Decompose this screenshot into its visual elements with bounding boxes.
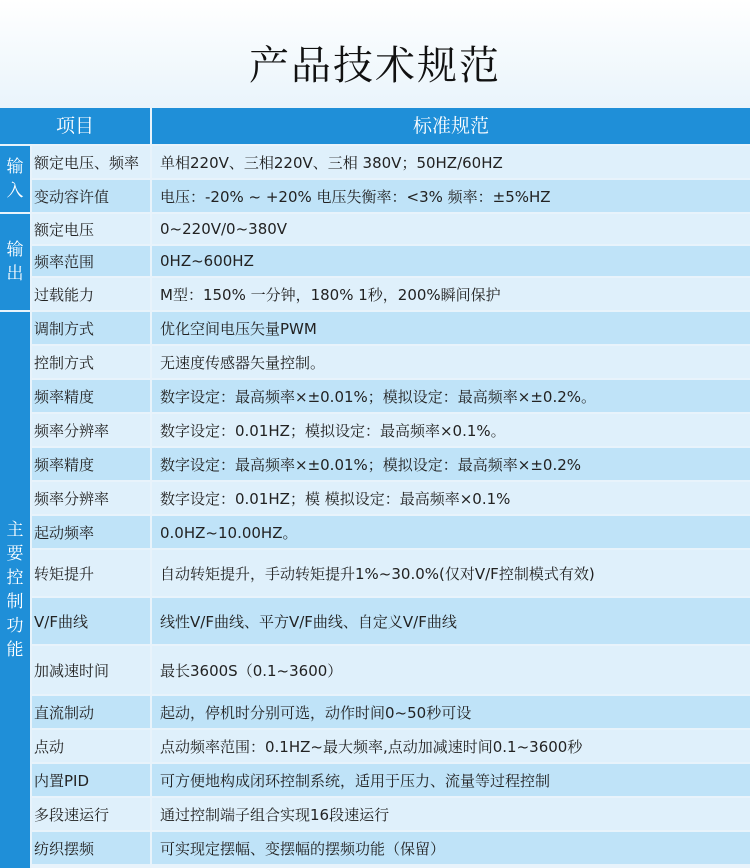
group-char: 功 xyxy=(6,616,24,636)
row-name: 频率精度 xyxy=(32,380,150,412)
row-name: 调制方式 xyxy=(32,312,150,344)
row-value: 数字设定：0.01HZ；模拟设定：最高频率×0.1%。 xyxy=(152,414,750,446)
row-value: 数字设定：最高频率×±0.01%；模拟设定：最高频率×±0.2% xyxy=(152,448,750,480)
row-name: 加减速时间 xyxy=(32,646,150,694)
row-value: 单相220V、三相220V、三相 380V；50HZ/60HZ xyxy=(152,146,750,178)
row-value: 自动转矩提升，手动转矩提升1%~30.0%(仅对V/F控制模式有效) xyxy=(152,550,750,596)
group-input xyxy=(0,146,30,212)
row-value: 起动，停机时分别可选，动作时间0~50秒可设 xyxy=(152,696,750,728)
group-output xyxy=(0,214,30,310)
group-char: 主 xyxy=(6,520,24,540)
row-value: 最长3600S（0.1~3600） xyxy=(152,646,750,694)
row-value: 可方便地构成闭环控制系统，适用于压力、流量等过程控制 xyxy=(152,764,750,796)
table-row xyxy=(32,346,750,378)
table-row xyxy=(32,380,750,412)
row-value: 通过控制端子组合实现16段速运行 xyxy=(152,798,750,830)
table-row xyxy=(32,414,750,446)
table-row xyxy=(32,798,750,830)
row-value: 数字设定：最高频率×±0.01%；模拟设定：最高频率×±0.2%。 xyxy=(152,380,750,412)
group-char: 制 xyxy=(6,592,24,612)
table-row xyxy=(32,516,750,548)
row-value: 可实现定摆幅、变摆幅的摆频功能（保留） xyxy=(152,832,750,864)
row-name: 频率分辨率 xyxy=(32,414,150,446)
table-row xyxy=(32,764,750,796)
row-value: 0HZ~600HZ xyxy=(152,246,750,276)
table-row xyxy=(32,214,750,244)
title-area xyxy=(0,0,750,108)
table-row xyxy=(32,246,750,276)
table-row xyxy=(32,278,750,310)
table-row xyxy=(32,598,750,644)
table-row xyxy=(32,482,750,514)
table-row xyxy=(32,550,750,596)
row-name: 频率分辨率 xyxy=(32,482,150,514)
row-name: 转矩提升 xyxy=(32,550,150,596)
row-value: 点动频率范围：0.1HZ~最大频率,点动加减速时间0.1~3600秒 xyxy=(152,730,750,762)
row-value: M型：150% 一分钟，180% 1秒，200%瞬间保护 xyxy=(152,278,750,310)
table-row xyxy=(32,730,750,762)
group-char: 控 xyxy=(6,568,24,588)
row-name: 多段速运行 xyxy=(32,798,150,830)
row-name: 变动容许值 xyxy=(32,180,150,212)
row-name: 起动频率 xyxy=(32,516,150,548)
table-row xyxy=(32,312,750,344)
row-value: 0.0HZ~10.00HZ。 xyxy=(152,516,750,548)
group-char: 输 xyxy=(6,157,24,177)
group-char: 输 xyxy=(6,240,24,260)
row-name: 额定电压 xyxy=(32,214,150,244)
table-row xyxy=(32,832,750,864)
row-value: 数字设定：0.01HZ；模 模拟设定：最高频率×0.1% xyxy=(152,482,750,514)
table-row xyxy=(32,146,750,178)
row-value: 电压：-20% ~ +20% 电压失衡率：<3% 频率：±5%HZ xyxy=(152,180,750,212)
row-value: 无速度传感器矢量控制。 xyxy=(152,346,750,378)
group-char: 出 xyxy=(6,264,24,284)
row-name: 频率精度 xyxy=(32,448,150,480)
table-row xyxy=(32,180,750,212)
group-char: 要 xyxy=(6,544,24,564)
header-item: 项目 xyxy=(0,108,150,144)
row-name: V/F曲线 xyxy=(32,598,150,644)
row-value: 优化空间电压矢量PWM xyxy=(152,312,750,344)
group-char: 能 xyxy=(6,640,24,660)
table-row xyxy=(32,696,750,728)
row-name: 频率范围 xyxy=(32,246,150,276)
group-char: 入 xyxy=(6,181,24,201)
row-name: 直流制动 xyxy=(32,696,150,728)
row-name: 额定电压、频率 xyxy=(32,146,150,178)
table-row xyxy=(32,448,750,480)
row-name: 纺织摆频 xyxy=(32,832,150,864)
row-value: 0~220V/0~380V xyxy=(152,214,750,244)
row-name: 点动 xyxy=(32,730,150,762)
row-name: 控制方式 xyxy=(32,346,150,378)
header-spec: 标准规范 xyxy=(152,108,750,144)
row-name: 内置PID xyxy=(32,764,150,796)
group-main-control xyxy=(0,312,30,868)
table-row xyxy=(32,646,750,694)
page-title: 产品技术规范 xyxy=(249,43,501,89)
row-name: 过载能力 xyxy=(32,278,150,310)
row-value: 线性V/F曲线、平方V/F曲线、自定义V/F曲线 xyxy=(152,598,750,644)
